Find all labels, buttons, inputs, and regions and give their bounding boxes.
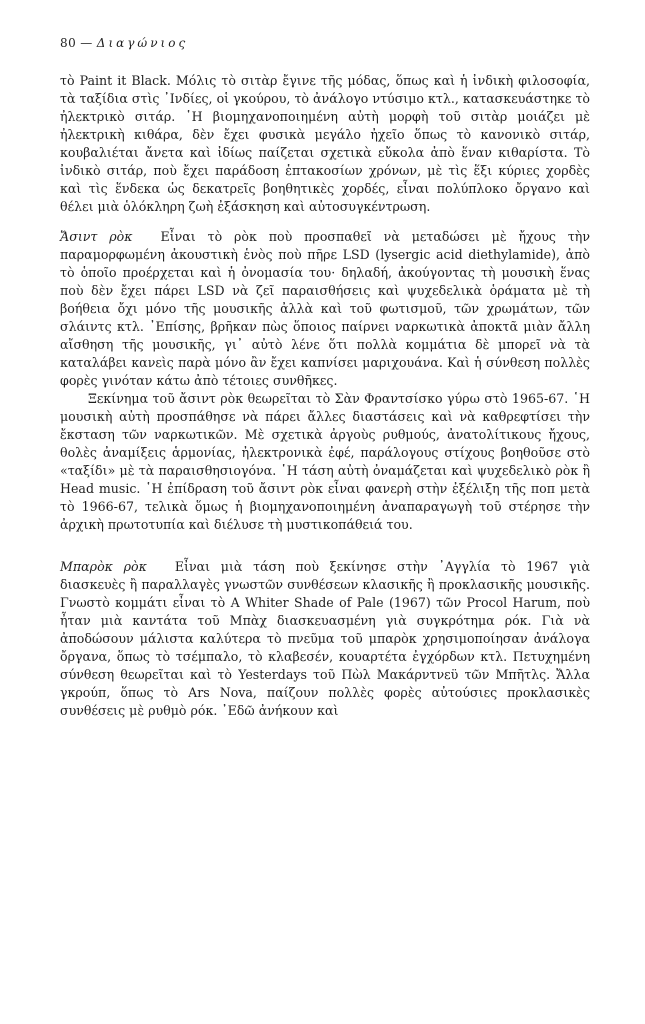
entry-term: Μπαρὸκ ρὸκ bbox=[60, 559, 147, 574]
opening-paragraph: τὸ Paint it Black. Μόλις τὸ σιτὰρ ἔγινε τῆς μόδας, ὅπως καὶ ἡ ἰνδικὴ φιλοσοφία, τὰ ταξίδια στὶς ᾿Ινδίες, οἱ γκούρου, τὸ ἀνάλογο ντύσιμο κτλ., κατασκευάστηκε τὸ ἠλεκτρικὸ σιτάρ. ῾Η βιομηχανοποιημένη αὐτὴ μορφὴ τοῦ σιτὰρ μοιάζει μὲ ἠλεκτρικὴ κιθάρα, δὲν ἔχει φυσικὰ μεγάλο ἠχεῖο ὅπως τὸ κανονικὸ σιτάρ, κουβαλιέται ἄνετα καὶ ἰδίως παίζεται σχετικὰ εὔκολα ἀπὸ ἕναν κιθαρίστα. Τὸ ἰνδικὸ σιτάρ, ποὺ ἔχει παράδοση ἑπτακοσίων χρόνων, μὲ τὶς ἕξι κύριες χορδὲς καὶ τὶς ἕνδεκα ὡς δεκατρεῖς βοηθητικὲς χορδές, εἶναι πολύπλοκο ὄργανο καὶ θέλει μιὰ ὁλόκληρη ζωὴ ἐξάσκηση καὶ αὐτοσυγκέντρωση. bbox=[60, 73, 590, 214]
book-page bbox=[60, 36, 590, 720]
entry-text: Εἶναι μιὰ τάση ποὺ ξεκίνησε στὴν ᾿Αγγλία τὸ 1967 γιὰ διασκευὲς ἢ παραλλαγὲς γνωστῶν συνθέσεων κλασικῆς ἢ προκλασικῆς μουσικῆς. Γνωστὸ κομμάτι εἶναι τὸ A Whiter Shade of Pale (1967) τῶν Procol Harum, ποὺ ἦταν μιὰ καντάτα τοῦ Μπὰχ διασκευασμένη γιὰ συγκρότημα ρόκ. Γιὰ νὰ ἀποδώσουν μάλιστα καλύτερα τὸ πνεῦμα τοῦ μπαρὸκ χρησιμοποίησαν ἀνάλογα ὄργανα, ὅπως τὸ τσέμπαλο, τὸ κλαβεσέν, κουαρτέτα ἐγχόρδων κτλ. Πετυχημένη σύνθεση θεωρεῖται καὶ τὸ Yesterdays τοῦ Πὼλ Μακάρντνεϋ τῶν Μπῆτλς. Ἄλλα γκρούπ, ὅπως τὸ Ars Nova, παίζουν πολλὲς φορὲς αὐτούσιες προκλασικὲς συνθέσεις μὲ ρυθμὸ ρόκ. ᾿Εδῶ ἀνήκουν καὶ bbox=[60, 559, 590, 718]
entry-term: Ἄσιντ ρὸκ bbox=[60, 229, 133, 244]
entry-acid-rock bbox=[60, 228, 590, 534]
running-head bbox=[60, 36, 590, 50]
entry-acid-rock-first-paragraph bbox=[60, 228, 590, 390]
entry-baroque-rock-first-paragraph bbox=[60, 558, 590, 720]
book-title: Διαγώνιος bbox=[96, 36, 189, 50]
entry-baroque-rock bbox=[60, 558, 590, 720]
entry-acid-rock-second-paragraph: Ξεκίνημα τοῦ ἄσιντ ρὸκ θεωρεῖται τὸ Σὰν Φραντσίσκο γύρω στὸ 1965-67. ῾Η μουσικὴ αὐτὴ προσπάθησε νὰ πάρει ἄλλες διαστάσεις καὶ νὰ καθρεφτίσει τὴν ἔκσταση τῶν ναρκωτικῶν. Μὲ σχετικὰ ἀργοὺς ρυθμούς, ἀνατολίτικους ἤχους, θολὲς ἀναμίξεις ἁρμονίας, ἠλεκτρονικὰ ἐφέ, παράλογους στίχους βοηθοῦσε στὸ «ταξίδι» μὲ τὰ παραισθησιογόνα. ῾Η τάση αὐτὴ ὀναμάζεται καὶ ψυχεδελικὸ ρὸκ ἢ Head music. ῾Η ἐπίδραση τοῦ ἄσιντ ρὸκ εἶναι φανερὴ στὴν ἐξέλιξη τῆς ποπ μετὰ τὸ 1966-67, τελικὰ ὅμως ἡ βιομηχανοποιημένη ἀναπαραγωγὴ τοῦ στέρησε τὴν ἀρχικὴ πρωτοτυπία καὶ διέλυσε τὴ μυστικοπάθειά του. bbox=[60, 391, 590, 532]
header-separator: — bbox=[80, 36, 93, 50]
page-number: 80 bbox=[60, 36, 77, 50]
entry-text: Εἶναι τὸ ρὸκ ποὺ προσπαθεῖ νὰ μεταδώσει μὲ ἤχους τὴν παραμορφωμένη ἀκουστικὴ ἑνὸς ποὺ πῆρε LSD (lysergic acid diethylamide), ἀπὸ τὸ ὁποῖο προέρχεται καὶ ἡ ὀνομασία του· δηλαδή, ἀκούγοντας τὴ μουσικὴ ἕνας ποὺ δὲν ἔχει πάρει LSD νὰ ζεῖ παραισθήσεις καὶ ψυχεδελικὰ ὁράματα μὲ τὴ βοήθεια ὄχι μόνο τῆς μουσικῆς ἀλλὰ καὶ τοῦ φωτισμοῦ, τῶν χρωμάτων, τῶν σλάιντς κτλ. ᾿Επίσης, βρῆκαν πὼς ὅποιος παίρνει ναρκωτικὰ ἀποκτᾶ μιὰν ἄλλη αἴσθηση τῆς μουσικῆς, γι᾿ αὐτὸ λένε ὅτι πολλὰ κομμάτια δὲ μπορεῖ νὰ τὰ καταλάβει κανεὶς παρὰ μόνο ἂν ἔχει καπνίσει μαριχουάνα. Καὶ ἡ σύνθεση πολλὲς φορὲς γινόταν κάτω ἀπὸ τέτοιες συνθῆκες. bbox=[60, 229, 590, 388]
